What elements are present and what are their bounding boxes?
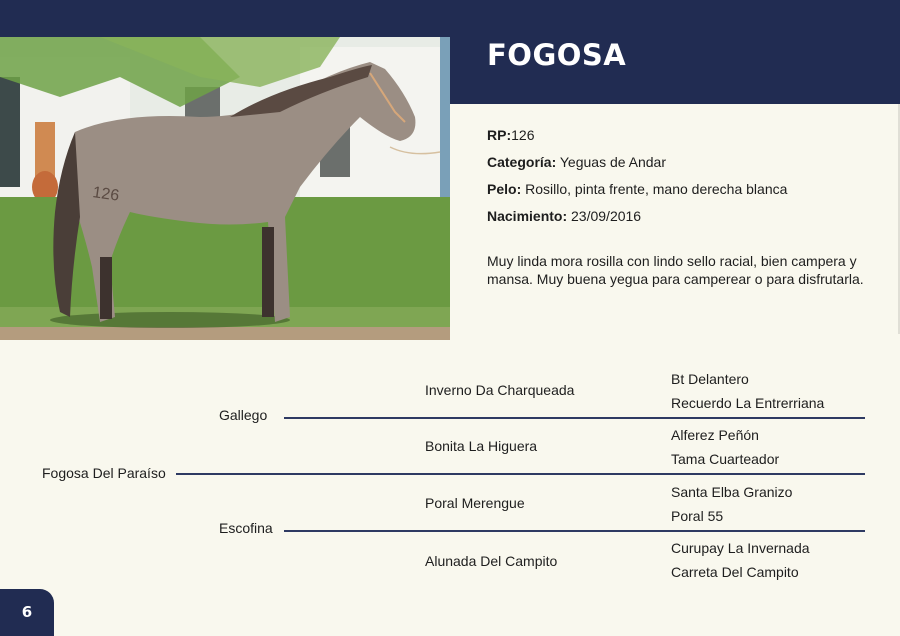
info-categoria: [487, 149, 787, 176]
horse-description: Muy linda mora rosilla con lindo sello racial, bien campera y mansa. Muy buena yegua para camperear o para disfrutarla.: [487, 253, 864, 287]
pedigree-ggp-8: Carreta Del Campito: [671, 564, 799, 580]
horse-name-title: FOGOSA: [487, 38, 627, 72]
pedigree-self: Fogosa Del Paraíso: [42, 465, 166, 481]
pelo-label: Pelo:: [487, 181, 522, 197]
pedigree-ggp-7: Curupay La Invernada: [671, 540, 810, 556]
svg-text:126: 126: [91, 184, 121, 205]
pedigree-line-dam: [284, 530, 865, 532]
pedigree-sire: Gallego: [219, 407, 268, 423]
pedigree-ggp-3: Alferez Peñón: [671, 427, 759, 443]
horse-photo: [0, 37, 450, 340]
pedigree-grandparent-2: Bonita La Higuera: [425, 438, 538, 454]
page-number-tab: [0, 589, 54, 636]
horse-info: [487, 122, 787, 230]
pedigree-ggp-4: Tama Cuarteador: [671, 451, 780, 467]
rp-value: 126: [511, 127, 535, 143]
pedigree-grandparent-4: Alunada Del Campito: [425, 553, 558, 569]
pedigree-ggp-5: Santa Elba Granizo: [671, 484, 793, 500]
pedigree-dam: Escofina: [219, 520, 273, 536]
pedigree-grandparent-1: Inverno Da Charqueada: [425, 382, 575, 398]
title-block: [450, 0, 900, 104]
pedigree-ggp-2: Recuerdo La Entrerriana: [671, 395, 825, 411]
pedigree-line-main: [176, 473, 865, 475]
info-pelo: [487, 176, 787, 203]
pedigree-line-sire: [284, 417, 865, 419]
categoria-label: Categoría:: [487, 154, 557, 170]
info-rp: [487, 122, 787, 149]
page-number: 6: [21, 603, 33, 621]
categoria-value: Yeguas de Andar: [559, 154, 667, 170]
nacimiento-value: 23/09/2016: [571, 208, 642, 224]
pedigree-ggp-6: Poral 55: [671, 508, 724, 524]
nacimiento-label: Nacimiento:: [487, 208, 568, 224]
rp-label: RP:: [487, 127, 512, 143]
pedigree-ggp-1: Bt Delantero: [671, 371, 749, 387]
pelo-value: Rosillo, pinta frente, mano derecha blanca: [525, 181, 788, 197]
info-nacimiento: [487, 203, 787, 230]
horse-illustration-icon: [0, 37, 450, 340]
pedigree-grandparent-3: Poral Merengue: [425, 495, 525, 511]
